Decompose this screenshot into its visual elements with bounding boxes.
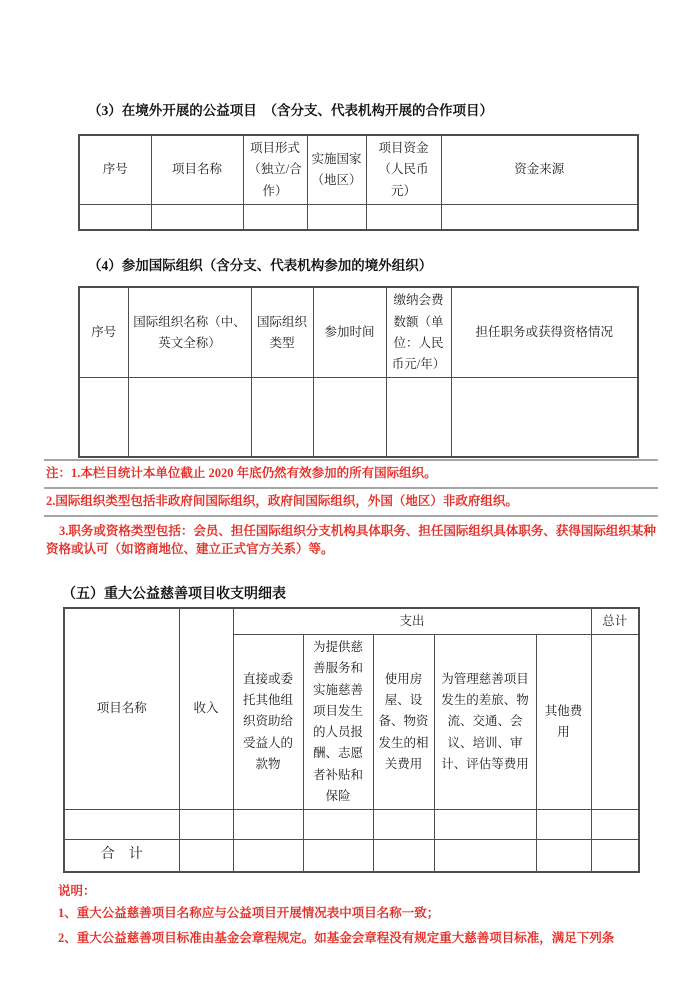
header-project-form: 项目形式（独立/合作） xyxy=(243,135,307,204)
header-project-funds: 项目资金（人民币元） xyxy=(366,135,441,204)
header-expense: 支出 xyxy=(233,608,591,635)
note-1: 注：1.本栏目统计本单位截止 2020 年底仍然有效参加的所有国际组织。 xyxy=(44,461,658,489)
empty-cell[interactable] xyxy=(64,810,179,840)
empty-cell[interactable] xyxy=(591,840,639,872)
empty-cell[interactable] xyxy=(536,840,591,872)
note-1: 1、重大公益慈善项目名称应与公益项目开展情况表中项目名称一致； xyxy=(58,905,440,920)
notes-heading: 说明： xyxy=(58,883,96,898)
empty-cell[interactable] xyxy=(179,840,233,872)
note-2: 2.国际组织类型包括非政府间国际组织，政府间国际组织，外国（地区）非政府组织。 xyxy=(44,489,658,517)
header-fund-source: 资金来源 xyxy=(441,135,638,204)
header-seq-no: 序号 xyxy=(79,135,151,204)
international-orgs-empty-row xyxy=(79,378,638,457)
empty-cell[interactable] xyxy=(233,840,303,872)
international-orgs-header-row xyxy=(79,287,638,378)
major-charity-projects-table xyxy=(63,607,640,873)
empty-cell[interactable] xyxy=(79,204,151,230)
header-country: 实施国家（地区） xyxy=(307,135,366,204)
total-row-label: 合 计 xyxy=(64,840,179,872)
overseas-projects-empty-row xyxy=(79,204,638,230)
international-orgs-notes xyxy=(44,459,658,564)
header-membership-fee: 缴纳会费数额（单位：人民币元/年） xyxy=(386,287,451,378)
header-org-type: 国际组织类型 xyxy=(251,287,313,378)
empty-cell[interactable] xyxy=(373,810,434,840)
empty-cell[interactable] xyxy=(373,840,434,872)
empty-cell[interactable] xyxy=(303,840,373,872)
empty-cell[interactable] xyxy=(243,204,307,230)
overseas-projects-table xyxy=(78,134,639,231)
empty-cell[interactable] xyxy=(128,378,251,457)
empty-cell[interactable] xyxy=(233,810,303,840)
empty-cell[interactable] xyxy=(179,810,233,840)
empty-cell[interactable] xyxy=(251,378,313,457)
empty-cell[interactable] xyxy=(451,378,638,457)
empty-cell[interactable] xyxy=(536,810,591,840)
subheader-facility-costs: 使用房屋、设备、物资发生的相关费用 xyxy=(373,635,434,810)
empty-cell[interactable] xyxy=(79,378,128,457)
header-project-name: 项目名称 xyxy=(151,135,243,204)
section3-title: （3）在境外开展的公益项目 （含分支、代表机构开展的合作项目） xyxy=(88,103,493,118)
charity-table-notes xyxy=(58,881,700,951)
header-org-name: 国际组织名称（中、英文全称） xyxy=(128,287,251,378)
header-total: 总计 xyxy=(591,608,639,635)
charity-table-total-row xyxy=(64,840,639,872)
charity-table-empty-row xyxy=(64,810,639,840)
header-income: 收入 xyxy=(179,608,233,810)
header-project-name: 项目名称 xyxy=(64,608,179,810)
section5-title: （五）重大公益慈善项目收支明细表 xyxy=(62,586,286,602)
subheader-personnel-costs: 为提供慈善服务和实施慈善项目发生的人员报酬、志愿者补贴和保险 xyxy=(303,635,373,810)
empty-cell[interactable] xyxy=(591,810,639,840)
empty-cell[interactable] xyxy=(386,378,451,457)
note-2: 2、重大公益慈善项目标准由基金会章程规定。如基金会章程没有规定重大慈善项目标准，满足下列条 xyxy=(58,930,615,945)
empty-cell[interactable] xyxy=(434,840,536,872)
section4-title: （4）参加国际组织（含分支、代表机构参加的境外组织） xyxy=(88,258,433,274)
note-3: 3.职务或资格类型包括：会员、担任国际组织分支机构具体职务、担任国际组织具体职务、获得国际组织某种资格或认可（如谘商地位、建立正式官方关系）等。 xyxy=(46,523,656,557)
empty-cell[interactable] xyxy=(303,810,373,840)
empty-cell[interactable] xyxy=(441,204,638,230)
charity-table-top-header-row xyxy=(64,608,639,635)
empty-cell[interactable] xyxy=(366,204,441,230)
subheader-management-costs: 为管理慈善项目发生的差旅、物流、交通、会议、培训、审计、评估等费用 xyxy=(434,635,536,810)
empty-cell xyxy=(591,635,639,810)
empty-cell[interactable] xyxy=(313,378,386,457)
international-orgs-table xyxy=(78,286,639,458)
header-join-time: 参加时间 xyxy=(313,287,386,378)
empty-cell[interactable] xyxy=(434,810,536,840)
overseas-projects-header-row xyxy=(79,135,638,204)
empty-cell[interactable] xyxy=(151,204,243,230)
empty-cell[interactable] xyxy=(307,204,366,230)
header-position-qualification: 担任职务或获得资格情况 xyxy=(451,287,638,378)
header-seq-no: 序号 xyxy=(79,287,128,378)
subheader-direct-funding: 直接或委托其他组织资助给受益人的款物 xyxy=(233,635,303,810)
subheader-other-costs: 其他费用 xyxy=(536,635,591,810)
